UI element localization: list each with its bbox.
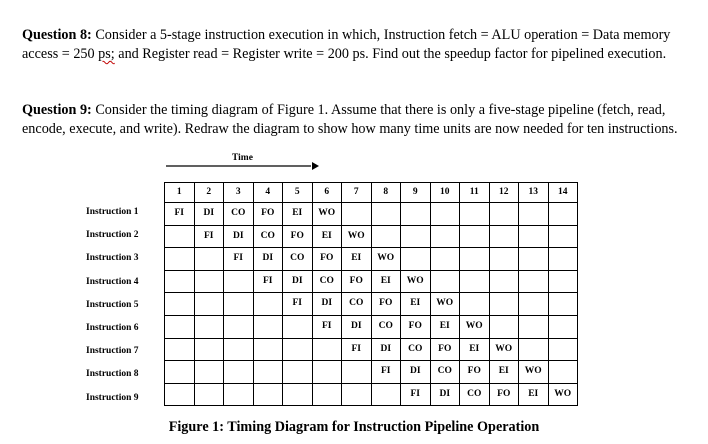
stage-cell xyxy=(253,338,283,361)
time-unit-cell: 12 xyxy=(489,183,519,203)
stage-cell xyxy=(312,383,342,406)
stage-cell xyxy=(165,270,195,293)
stage-cell xyxy=(489,293,519,316)
stage-cell xyxy=(165,248,195,271)
figure-caption: Figure 1: Timing Diagram for Instruction Pipeline Operation xyxy=(168,419,540,435)
stage-cell xyxy=(312,338,342,361)
instruction-label: Instruction 2 xyxy=(86,230,139,241)
stage-cell xyxy=(548,203,578,226)
stage-cell: FO xyxy=(401,315,431,338)
stage-cell xyxy=(460,203,490,226)
time-axis-label: Time xyxy=(232,153,253,163)
stage-cell xyxy=(224,361,254,384)
stage-cell: FI xyxy=(253,270,283,293)
stage-cell xyxy=(253,383,283,406)
question-9-text: Consider the timing diagram of Figure 1. Assume that there is only a five-stage pipeline (fetch, read, encode, execute, and write). Redraw the diagram to show how many time units are now needed for ten instructions. xyxy=(22,102,678,137)
stage-cell xyxy=(224,270,254,293)
stage-cell: FI xyxy=(283,293,313,316)
stage-cell xyxy=(165,315,195,338)
stage-cell: DI xyxy=(342,315,372,338)
time-unit-cell: 2 xyxy=(194,183,224,203)
stage-cell: CO xyxy=(283,248,313,271)
stage-cell xyxy=(283,361,313,384)
stage-cell xyxy=(460,225,490,248)
stage-cell: DI xyxy=(371,338,401,361)
stage-cell xyxy=(548,361,578,384)
stage-cell: FI xyxy=(224,248,254,271)
stage-cell: WO xyxy=(401,270,431,293)
stage-cell: FI xyxy=(165,203,195,226)
instruction-label: Instruction 6 xyxy=(86,323,139,333)
instruction-row xyxy=(165,361,578,384)
stage-cell: CO xyxy=(342,293,372,316)
stage-cell xyxy=(489,315,519,338)
stage-cell xyxy=(489,225,519,248)
stage-cell: WO xyxy=(342,225,372,248)
time-unit-cell: 5 xyxy=(283,183,313,203)
stage-cell: FO xyxy=(283,225,313,248)
question-9-paragraph xyxy=(22,101,690,138)
stage-cell: CO xyxy=(371,315,401,338)
stage-cell: WO xyxy=(312,203,342,226)
stage-cell: FO xyxy=(430,338,460,361)
stage-cell: DI xyxy=(253,248,283,271)
question-8-label: Question 8: xyxy=(22,27,92,44)
stage-cell: EI xyxy=(519,383,549,406)
stage-cell xyxy=(430,270,460,293)
stage-cell xyxy=(224,383,254,406)
stage-cell xyxy=(165,225,195,248)
time-unit-cell: 9 xyxy=(401,183,431,203)
instruction-label: Instruction 9 xyxy=(86,392,139,403)
stage-cell xyxy=(194,270,224,293)
stage-cell xyxy=(548,315,578,338)
instruction-label: Instruction 8 xyxy=(86,369,139,380)
stage-cell xyxy=(460,293,490,316)
stage-cell xyxy=(548,225,578,248)
stage-cell: DI xyxy=(224,225,254,248)
stage-cell: DI xyxy=(194,203,224,226)
stage-cell xyxy=(342,203,372,226)
stage-cell: CO xyxy=(253,225,283,248)
time-unit-cell: 1 xyxy=(165,183,195,203)
stage-cell xyxy=(401,225,431,248)
stage-cell xyxy=(460,248,490,271)
stage-cell: WO xyxy=(430,293,460,316)
stage-cell: EI xyxy=(460,338,490,361)
time-unit-cell: 3 xyxy=(224,183,254,203)
stage-cell: FO xyxy=(253,203,283,226)
stage-cell: EI xyxy=(401,293,431,316)
stage-cell: EI xyxy=(283,203,313,226)
stage-cell: FI xyxy=(401,383,431,406)
stage-cell xyxy=(283,338,313,361)
instruction-label: Instruction 7 xyxy=(86,346,139,357)
time-unit-cell: 11 xyxy=(460,183,490,203)
instruction-row xyxy=(165,293,578,316)
stage-cell xyxy=(283,315,313,338)
stage-cell xyxy=(519,293,549,316)
stage-cell xyxy=(548,338,578,361)
instruction-row xyxy=(165,270,578,293)
stage-cell xyxy=(371,383,401,406)
stage-cell xyxy=(342,383,372,406)
timing-diagram-grid xyxy=(164,182,578,406)
stage-cell: WO xyxy=(460,315,490,338)
stage-cell: CO xyxy=(460,383,490,406)
question-8-text-a: Consider a 5-stage instruction execution in which, Instruction fetch = ALU operation = Data memory access = 250 xyxy=(22,27,671,62)
stage-cell: EI xyxy=(430,315,460,338)
time-unit-cell: 13 xyxy=(519,183,549,203)
stage-cell xyxy=(224,338,254,361)
stage-cell xyxy=(548,248,578,271)
stage-cell: FO xyxy=(342,270,372,293)
stage-cell: CO xyxy=(430,361,460,384)
stage-cell xyxy=(548,270,578,293)
stage-cell: FO xyxy=(460,361,490,384)
time-unit-cell: 4 xyxy=(253,183,283,203)
stage-cell: FI xyxy=(194,225,224,248)
instruction-row xyxy=(165,203,578,226)
time-arrow-icon xyxy=(166,161,320,171)
instruction-label: Instruction 5 xyxy=(86,299,139,310)
stage-cell: CO xyxy=(401,338,431,361)
stage-cell xyxy=(401,248,431,271)
stage-cell xyxy=(371,203,401,226)
stage-cell: FI xyxy=(371,361,401,384)
instruction-label: Instruction 4 xyxy=(86,276,139,287)
stage-cell xyxy=(371,225,401,248)
stage-cell xyxy=(194,338,224,361)
time-unit-cell: 8 xyxy=(371,183,401,203)
stage-cell: DI xyxy=(401,361,431,384)
stage-cell xyxy=(460,270,490,293)
time-unit-cell: 14 xyxy=(548,183,578,203)
stage-cell xyxy=(165,383,195,406)
instruction-row xyxy=(165,315,578,338)
stage-cell xyxy=(342,361,372,384)
instruction-label: Instruction 3 xyxy=(86,253,139,264)
time-unit-cell: 6 xyxy=(312,183,342,203)
stage-cell xyxy=(165,293,195,316)
time-header-row xyxy=(165,183,578,203)
instruction-row xyxy=(165,248,578,271)
stage-cell xyxy=(519,338,549,361)
stage-cell xyxy=(430,203,460,226)
stage-cell: DI xyxy=(430,383,460,406)
question-8-paragraph xyxy=(22,26,690,63)
stage-cell xyxy=(401,203,431,226)
stage-cell xyxy=(283,383,313,406)
stage-cell xyxy=(224,293,254,316)
question-8-text-b: and Register read = Register write = 200 ps. Find out the speedup factor for pipelined execution. xyxy=(114,45,667,62)
stage-cell xyxy=(430,225,460,248)
stage-cell xyxy=(224,315,254,338)
stage-cell: CO xyxy=(312,270,342,293)
stage-cell xyxy=(489,203,519,226)
time-unit-cell: 7 xyxy=(342,183,372,203)
question-8-unit-spellcheck: ps; xyxy=(98,45,115,62)
stage-cell: FI xyxy=(342,338,372,361)
stage-cell xyxy=(165,361,195,384)
stage-cell xyxy=(519,225,549,248)
stage-cell: CO xyxy=(224,203,254,226)
stage-cell xyxy=(253,361,283,384)
stage-cell: FO xyxy=(371,293,401,316)
stage-cell xyxy=(519,315,549,338)
stage-cell: DI xyxy=(312,293,342,316)
instruction-row xyxy=(165,225,578,248)
stage-cell: EI xyxy=(371,270,401,293)
stage-cell: EI xyxy=(312,225,342,248)
stage-cell: WO xyxy=(519,361,549,384)
stage-cell: FI xyxy=(312,315,342,338)
stage-cell xyxy=(519,203,549,226)
stage-cell xyxy=(430,248,460,271)
stage-cell xyxy=(253,293,283,316)
stage-cell xyxy=(489,248,519,271)
stage-cell xyxy=(194,383,224,406)
stage-cell xyxy=(194,315,224,338)
stage-cell: WO xyxy=(489,338,519,361)
stage-cell xyxy=(194,293,224,316)
stage-cell: DI xyxy=(283,270,313,293)
stage-cell xyxy=(548,293,578,316)
stage-cell xyxy=(312,361,342,384)
time-unit-cell: 10 xyxy=(430,183,460,203)
stage-cell xyxy=(194,248,224,271)
stage-cell xyxy=(253,315,283,338)
stage-cell: WO xyxy=(371,248,401,271)
stage-cell: FO xyxy=(489,383,519,406)
stage-cell xyxy=(194,361,224,384)
stage-cell xyxy=(489,270,519,293)
instruction-row xyxy=(165,383,578,406)
stage-cell xyxy=(165,338,195,361)
stage-cell: EI xyxy=(489,361,519,384)
stage-cell: FO xyxy=(312,248,342,271)
stage-cell xyxy=(519,248,549,271)
stage-cell xyxy=(519,270,549,293)
stage-cell: EI xyxy=(342,248,372,271)
question-9-label: Question 9: xyxy=(22,102,92,119)
instruction-row xyxy=(165,338,578,361)
stage-cell: WO xyxy=(548,383,578,406)
instruction-label: Instruction 1 xyxy=(86,207,139,217)
